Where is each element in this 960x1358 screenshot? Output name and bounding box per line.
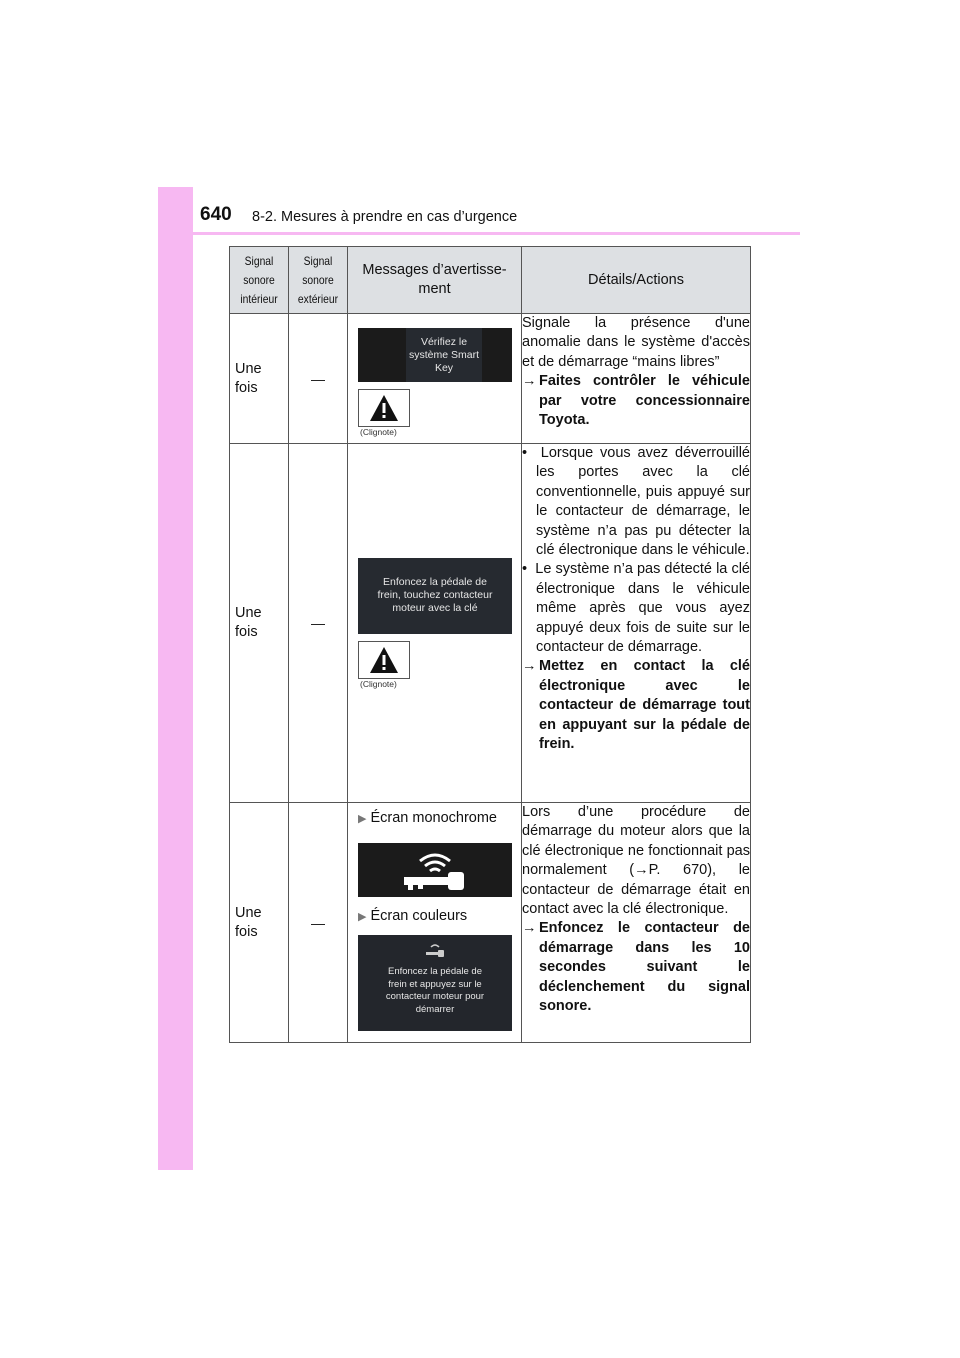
exterior-signal: — xyxy=(311,615,325,631)
details-bullet: • Lorsque vous avez déverrouillé les portes avec la clé conventionnelle, puis appuyé sur le contacteur de démarrage, le système n’a pas pu détecter la clé électronique dans le véhicule. xyxy=(522,445,750,559)
color-screen: Enfoncez la pédale de frein et appuyez sur le contacteur moteur pour démarrer xyxy=(358,935,512,1031)
warning-table xyxy=(229,246,751,1043)
details-text: Signale la présence d'une anomalie dans le système d'accès et de démarrage “mains libres” xyxy=(522,315,750,370)
details-text: Lors d’une procédure de démarrage du moteur alors que la clé électronique ne fonctionnait pas normalement (→P. 670), le contacteur de démarrage était en contact avec la clé électronique. xyxy=(522,804,750,918)
header-rule xyxy=(158,232,800,235)
warning-message-screen: Enfoncez la pédale de frein, touchez contacteur moteur avec la clé xyxy=(358,558,512,634)
warning-triangle-icon xyxy=(358,389,410,427)
section-title: 8-2. Mesures à prendre en cas d’urgence xyxy=(252,209,518,225)
flash-label: (Clignote) xyxy=(360,427,397,437)
header-details: Détails/Actions xyxy=(522,247,751,314)
action-text: → Faites contrôler le véhicule par votre concessionnaire Toyota. xyxy=(522,373,750,429)
exterior-signal: — xyxy=(311,914,325,931)
interior-signal: Une fois xyxy=(235,360,262,396)
exterior-signal: — xyxy=(311,370,325,387)
action-text: → Enfoncez le contacteur de démarrage dans les 10 secondes suivant le déclenchement du signal sonore. xyxy=(522,920,750,1015)
flash-label: (Clignote) xyxy=(360,678,397,689)
warning-message-screen: Vérifiez le système Smart Key xyxy=(358,328,512,382)
table-row xyxy=(230,314,751,444)
interior-signal: Une fois xyxy=(235,605,262,640)
table-header-row xyxy=(230,247,751,314)
details-bullet: • Le système n’a pas détecté la clé électronique dans le véhicule même après que vous ayez appuyé deux fois de suite sur le contacteur de démarrage. xyxy=(522,561,750,656)
warning-triangle-icon xyxy=(358,641,410,679)
monochrome-screen xyxy=(358,843,512,897)
header-interior-signal: Signal sonore intérieur xyxy=(230,247,289,314)
sidebar-accent xyxy=(158,187,193,1170)
action-text: → Mettez en contact la clé électronique avec le contacteur de démarrage tout en appuyant sur la pédale de frein. xyxy=(522,658,750,753)
page-number: 640 xyxy=(200,204,232,225)
table-row xyxy=(230,803,751,1043)
table-row xyxy=(230,444,751,803)
header-messages: Messages d’avertisse-ment xyxy=(348,247,522,314)
key-icon xyxy=(424,943,446,963)
wireless-key-icon xyxy=(398,849,472,895)
caption-monochrome: ▶ Écran monochrome xyxy=(358,810,497,826)
interior-signal: Une fois xyxy=(235,904,262,940)
caption-color: ▶ Écran couleurs xyxy=(358,908,468,924)
header-exterior-signal: Signal sonore extérieur xyxy=(289,247,348,314)
